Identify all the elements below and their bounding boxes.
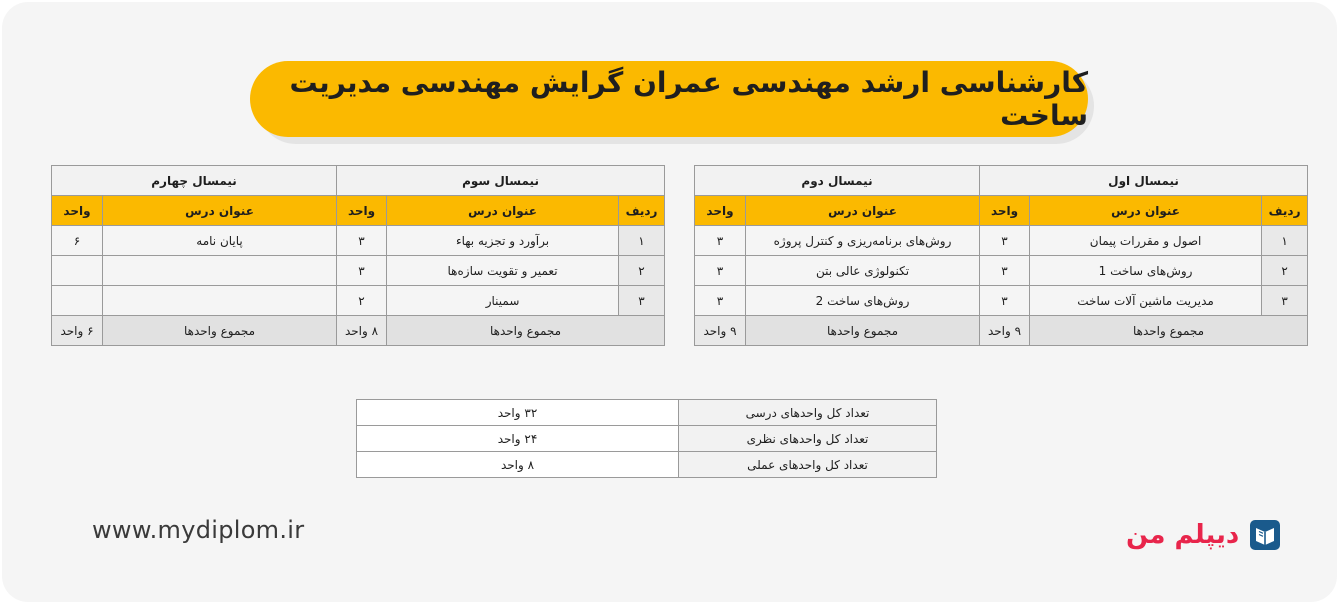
course-unit — [52, 256, 103, 286]
summary-value: ۸ واحد — [357, 452, 679, 478]
page-title: کارشناسی ارشد مهندسی عمران گرایش مهندسی مدیریت ساخت — [250, 61, 1088, 137]
table-row — [695, 286, 1308, 316]
course-unit: ۳ — [695, 256, 746, 286]
course-title: اصول و مقررات پیمان — [1030, 226, 1262, 256]
col-unit-header: واحد — [980, 196, 1030, 226]
semester-3-total: ۸ واحد — [337, 316, 387, 346]
course-title: پایان نامه — [103, 226, 337, 256]
row-index: ۲ — [619, 256, 665, 286]
course-title: روش‌های ساخت 2 — [746, 286, 980, 316]
course-unit: ۳ — [980, 286, 1030, 316]
course-unit: ۳ — [337, 226, 387, 256]
sum-label: مجموع واحدها — [103, 316, 337, 346]
course-unit: ۳ — [337, 256, 387, 286]
semester-2-total: ۹ واحد — [695, 316, 746, 346]
course-unit: ۳ — [980, 256, 1030, 286]
course-unit: ۲ — [337, 286, 387, 316]
summary-row — [357, 452, 937, 478]
col-unit-header: واحد — [695, 196, 746, 226]
summary-row — [357, 400, 937, 426]
row-index: ۱ — [619, 226, 665, 256]
course-unit: ۳ — [980, 226, 1030, 256]
semester-2-header: نیمسال دوم — [695, 166, 980, 196]
table-row — [695, 226, 1308, 256]
summary-row — [357, 426, 937, 452]
course-title: برآورد و تجزیه بهاء — [387, 226, 619, 256]
course-title: تکنولوژی عالی بتن — [746, 256, 980, 286]
row-index: ۲ — [1262, 256, 1308, 286]
course-unit — [52, 286, 103, 316]
col-row-header: ردیف — [1262, 196, 1308, 226]
row-index: ۱ — [1262, 226, 1308, 256]
sum-label: مجموع واحدها — [387, 316, 665, 346]
course-title — [103, 256, 337, 286]
col-course-header: عنوان درس — [387, 196, 619, 226]
col-course-header: عنوان درس — [746, 196, 980, 226]
summary-value: ۳۲ واحد — [357, 400, 679, 426]
table-row — [52, 256, 665, 286]
table-row — [52, 286, 665, 316]
semester-4-header: نیمسال چهارم — [52, 166, 337, 196]
summary-label: تعداد کل واحدهای نظری — [679, 426, 937, 452]
course-title: مدیریت ماشین آلات ساخت — [1030, 286, 1262, 316]
brand-name: دیپلم من — [1126, 520, 1240, 550]
sum-label: مجموع واحدها — [746, 316, 980, 346]
col-row-header: ردیف — [619, 196, 665, 226]
course-title: روش‌های برنامه‌ریزی و کنترل پروژه — [746, 226, 980, 256]
col-unit-header: واحد — [337, 196, 387, 226]
semester-4-total: ۶ واحد — [52, 316, 103, 346]
semester-1-header: نیمسال اول — [980, 166, 1308, 196]
col-unit-header: واحد — [52, 196, 103, 226]
semester-1-total: ۹ واحد — [980, 316, 1030, 346]
semester-table-3-4 — [51, 165, 665, 346]
course-title: تعمیر و تقویت سازه‌ها — [387, 256, 619, 286]
sum-label: مجموع واحدها — [1030, 316, 1308, 346]
summary-label: تعداد کل واحدهای عملی — [679, 452, 937, 478]
course-title — [103, 286, 337, 316]
course-unit: ۳ — [695, 286, 746, 316]
total-row — [695, 316, 1308, 346]
col-course-header: عنوان درس — [103, 196, 337, 226]
row-index: ۳ — [1262, 286, 1308, 316]
col-course-header: عنوان درس — [1030, 196, 1262, 226]
course-title: سمینار — [387, 286, 619, 316]
row-index: ۳ — [619, 286, 665, 316]
summary-label: تعداد کل واحدهای درسی — [679, 400, 937, 426]
course-title: روش‌های ساخت 1 — [1030, 256, 1262, 286]
semester-3-header: نیمسال سوم — [337, 166, 665, 196]
semester-table-1-2 — [694, 165, 1308, 346]
course-unit: ۳ — [695, 226, 746, 256]
units-summary-table — [356, 399, 937, 478]
brand-logo — [1126, 518, 1281, 552]
table-row — [695, 256, 1308, 286]
book-logo-icon — [1249, 519, 1281, 551]
table-row — [52, 226, 665, 256]
website-url[interactable]: www.mydiplom.ir — [92, 516, 305, 544]
total-row — [52, 316, 665, 346]
course-unit: ۶ — [52, 226, 103, 256]
summary-value: ۲۴ واحد — [357, 426, 679, 452]
